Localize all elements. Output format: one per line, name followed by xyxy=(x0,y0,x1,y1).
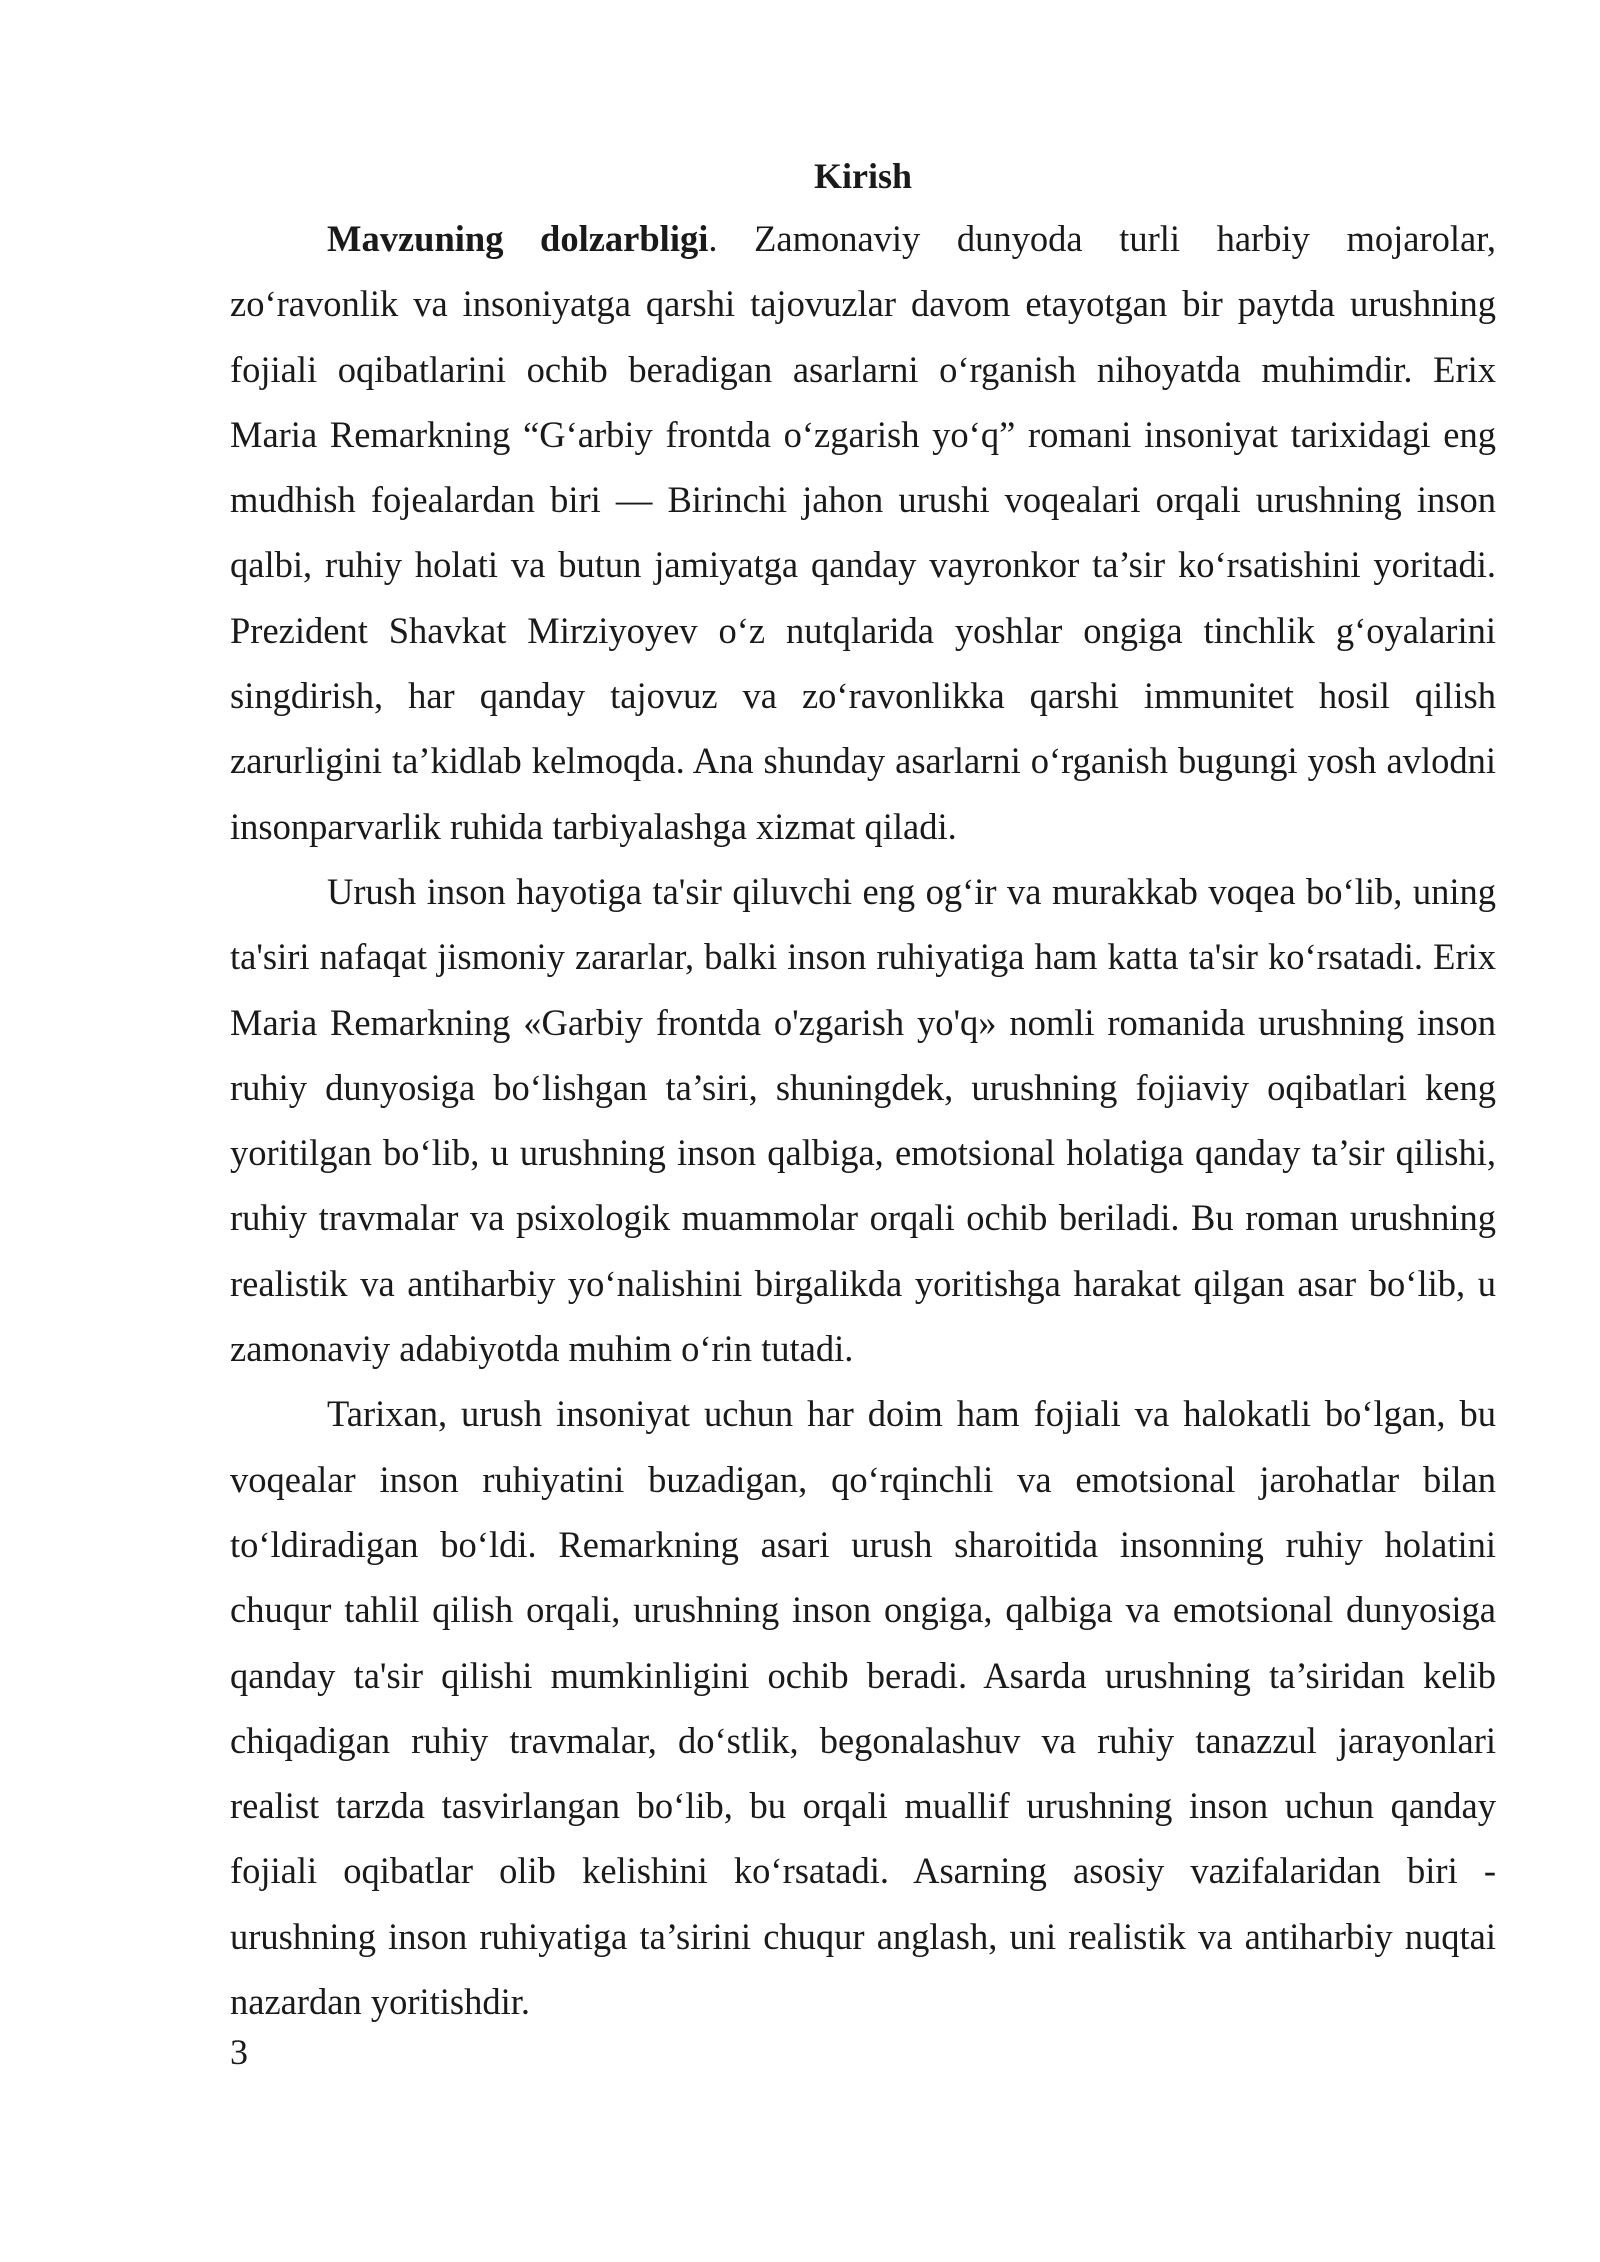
paragraph-lead-bold: Mavzuning dolzarbligi xyxy=(327,218,709,259)
paragraph-text: . Zamonaviy dunyoda turli harbiy mojarolar, zo‘ravonlik va insoniyatga qarshi tajovuzlar davom etayotgan bir paytda urushning fojiali oqibatlarini ochib beradigan asarlarni o‘rganish nihoyatda muhimdir. Erix Maria Remarkning “G‘arbiy frontda o‘zgarish yo‘q” romani insoniyat tarixidagi eng mudhish fojealardan biri — Birinchi jahon urushi voqealari orqali urushning inson qalbi, ruhiy holati va butun jamiyatga qanday vayronkor ta’sir ko‘rsatishini yoritadi. Prezident Shavkat Mirziyoyev o‘z nutqlarida yoshlar ongiga tinchlik g‘oyalarini singdirish, har qanday tajovuz va zo‘ravonlikka qarshi immunitet hosil qilish zarurligini ta’kidlab kelmoqda. Ana shunday asarlarni o‘rganish bugungi yosh avlodni insonparvarlik ruhida tarbiyalashga xizmat qiladi. xyxy=(230,218,1496,847)
paragraph-war-influence: Urush inson hayotiga ta'sir qiluvchi eng og‘ir va murakkab voqea bo‘lib, uning ta'siri nafaqat jismoniy zararlar, balki inson ruhiyatiga ham katta ta'sir ko‘rsatadi. Erix Maria Remarkning «Garbiy frontda o'zgarish yo'q» nomli romanida urushning inson ruhiy dunyosiga bo‘lishgan ta’siri, shuningdek, urushning fojiaviy oqibatlari keng yoritilgan bo‘lib, u urushning inson qalbiga, emotsional holatiga qanday ta’sir qilishi, ruhiy travmalar va psixologik muammolar orqali ochib beriladi. Bu roman urushning realistik va antiharbiy yo‘nalishini birgalikda yoritishga harakat qilgan asar bo‘lib, u zamonaviy adabiyotda muhim o‘rin tutadi. xyxy=(230,870,1496,1370)
document-body xyxy=(230,146,1496,2034)
page-number: 3 xyxy=(230,2032,248,2072)
paragraph-relevance xyxy=(230,206,1496,859)
section-heading: Kirish xyxy=(813,156,912,196)
paragraph-historical-context: Tarixan, urush insoniyat uchun har doim ham fojiali va halokatli bo‘lgan, bu voqealar inson ruhiyatini buzadigan, qo‘rqinchli va emotsional jarohatlar bilan to‘ldiradigan bo‘ldi. Remarkning asari urush sharoitida insonning ruhiy holatini chuqur tahlil qilish orqali, urushning inson ongiga, qalbiga va emotsional dunyosiga qanday ta'sir qilishi mumkinligini ochib beradi. Asarda urushning ta’siridan kelib chiqadigan ruhiy travmalar, do‘stlik, begonalashuv va ruhiy tanazzul jarayonlari realist tarzda tasvirlangan bo‘lib, bu orqali muallif urushning inson uchun qanday fojiali oqibatlar olib kelishini ko‘rsatadi. Asarning asosiy vazifalaridan biri - urushning inson ruhiyatiga ta’sirini chuqur anglash, uni realistik va antiharbiy nuqtai nazardan yoritishdir. xyxy=(230,1393,1496,2023)
